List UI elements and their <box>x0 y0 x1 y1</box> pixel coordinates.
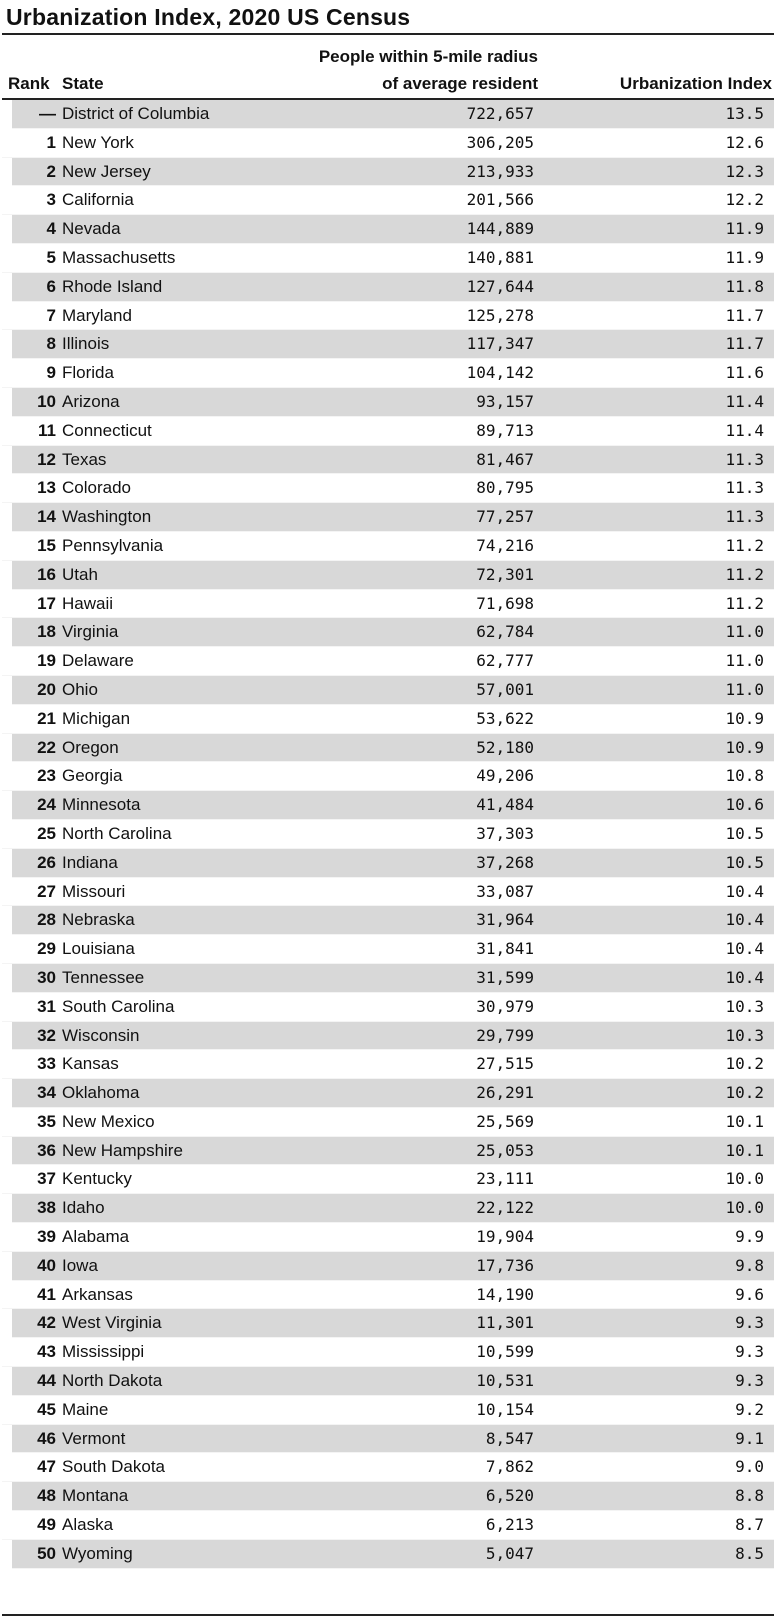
table-row <box>12 158 774 187</box>
state-cell: Alaska <box>62 1515 114 1535</box>
rank-cell: 42 <box>37 1313 56 1333</box>
table-row <box>12 618 774 647</box>
table-row <box>2 762 774 791</box>
table-row <box>2 474 774 503</box>
state-cell: New York <box>62 132 134 152</box>
table-row <box>2 186 774 215</box>
table-row <box>2 705 774 734</box>
people-cell: 213,933 <box>466 161 534 181</box>
table-row <box>2 878 774 907</box>
rank-cell: 21 <box>37 708 56 728</box>
index-cell: 11.4 <box>725 420 764 440</box>
index-cell: 10.4 <box>725 967 764 987</box>
state-cell: Nebraska <box>62 910 135 930</box>
state-cell: Montana <box>62 1486 129 1506</box>
rank-cell: 38 <box>37 1198 56 1218</box>
state-cell: Delaware <box>62 651 134 671</box>
header-people-line1: People within 5-mile radius <box>318 47 538 66</box>
table-row <box>12 964 774 993</box>
state-cell: North Carolina <box>62 823 172 843</box>
index-cell: 9.1 <box>735 1428 764 1448</box>
state-cell: West Virginia <box>62 1313 162 1333</box>
rank-cell: 24 <box>37 795 56 815</box>
rank-cell: 34 <box>37 1083 56 1103</box>
people-cell: 22,122 <box>476 1198 534 1218</box>
header-urbanization-index: Urbanization Index <box>619 74 772 93</box>
rank-cell: 18 <box>37 622 56 642</box>
table-row <box>12 1482 774 1511</box>
rank-cell: 39 <box>37 1227 56 1247</box>
people-cell: 37,303 <box>476 823 534 843</box>
rank-cell: 13 <box>37 478 56 498</box>
index-cell: 10.1 <box>725 1111 764 1131</box>
state-cell: Maine <box>62 1399 109 1419</box>
rank-cell: 11 <box>38 420 56 440</box>
people-cell: 7,862 <box>485 1457 534 1477</box>
index-cell: 10.0 <box>725 1198 764 1218</box>
table-row <box>12 676 774 705</box>
rank-cell: 27 <box>37 881 56 901</box>
index-cell: 13.5 <box>725 104 764 123</box>
state-cell: Rhode Island <box>62 276 163 296</box>
table-row <box>12 1309 774 1338</box>
table-row <box>2 1165 774 1194</box>
index-cell: 11.2 <box>725 564 764 584</box>
rank-cell: 6 <box>46 276 56 296</box>
index-cell: 11.9 <box>725 219 764 239</box>
people-cell: 11,301 <box>476 1313 534 1333</box>
state-cell: Illinois <box>62 334 110 354</box>
state-cell: New Jersey <box>62 161 151 181</box>
table-row <box>12 734 774 763</box>
index-cell: 11.9 <box>725 247 764 267</box>
rank-cell: 16 <box>37 564 56 584</box>
state-cell: Massachusetts <box>62 247 176 267</box>
table-row <box>2 1050 774 1079</box>
header-rank: Rank <box>8 74 50 93</box>
people-cell: 31,599 <box>476 967 534 987</box>
state-cell: Connecticut <box>62 420 152 440</box>
rank-cell: 32 <box>37 1025 56 1045</box>
people-cell: 5,047 <box>485 1543 534 1563</box>
table-row <box>12 330 774 359</box>
index-cell: 11.6 <box>725 363 764 383</box>
people-cell: 6,520 <box>485 1486 534 1506</box>
rank-cell: 1 <box>46 132 56 152</box>
table-row <box>2 935 774 964</box>
index-cell: 10.8 <box>725 766 764 786</box>
index-cell: 8.5 <box>735 1543 764 1563</box>
index-cell: 10.5 <box>725 823 764 843</box>
state-cell: Wisconsin <box>62 1025 140 1045</box>
table-row <box>2 1511 774 1540</box>
rank-cell: 22 <box>37 737 56 757</box>
table-row <box>2 1453 774 1482</box>
index-cell: 11.0 <box>725 651 764 671</box>
people-cell: 53,622 <box>476 708 534 728</box>
people-cell: 62,777 <box>476 651 534 671</box>
table-row <box>2 417 774 446</box>
index-cell: 9.0 <box>735 1457 764 1477</box>
state-cell: Florida <box>62 363 114 383</box>
people-cell: 93,157 <box>476 391 534 411</box>
people-cell: 125,278 <box>466 305 534 325</box>
index-cell: 12.6 <box>725 132 764 152</box>
state-cell: Nevada <box>62 219 121 239</box>
table-row <box>2 590 774 619</box>
index-cell: 10.5 <box>725 852 764 872</box>
people-cell: 80,795 <box>476 478 534 498</box>
state-cell: Arizona <box>62 391 120 411</box>
state-cell: Arkansas <box>62 1284 133 1304</box>
table-row <box>12 1367 774 1396</box>
index-cell: 9.3 <box>735 1313 764 1333</box>
table-row <box>2 993 774 1022</box>
people-cell: 117,347 <box>466 334 534 354</box>
index-cell: 9.3 <box>735 1371 764 1391</box>
table-row <box>2 532 774 561</box>
people-cell: 33,087 <box>476 881 534 901</box>
rank-cell: 36 <box>37 1140 56 1160</box>
table-row <box>12 388 774 417</box>
state-cell: Ohio <box>62 679 98 699</box>
rank-cell: 30 <box>37 967 56 987</box>
rank-cell: 14 <box>37 507 56 527</box>
index-cell: 11.0 <box>725 679 764 699</box>
people-cell: 26,291 <box>476 1083 534 1103</box>
table-row <box>2 1108 774 1137</box>
rank-cell: 28 <box>37 910 56 930</box>
title-divider <box>2 33 774 35</box>
index-cell: 11.3 <box>725 478 764 498</box>
rank-cell: 15 <box>37 535 56 555</box>
people-cell: 104,142 <box>466 363 534 383</box>
state-cell: Kansas <box>62 1054 119 1074</box>
index-cell: 11.2 <box>725 535 764 555</box>
state-cell: Louisiana <box>62 939 135 959</box>
state-cell: District of Columbia <box>62 104 210 123</box>
index-cell: 11.7 <box>725 334 764 354</box>
header-state: State <box>62 74 104 93</box>
state-cell: Michigan <box>62 708 131 728</box>
rank-cell: 31 <box>37 996 56 1016</box>
people-cell: 306,205 <box>466 132 534 152</box>
people-cell: 57,001 <box>476 679 534 699</box>
state-cell: Georgia <box>62 766 123 786</box>
people-cell: 8,547 <box>485 1428 534 1448</box>
state-cell: Texas <box>62 449 107 469</box>
people-cell: 30,979 <box>476 996 534 1016</box>
state-cell: Wyoming <box>62 1543 133 1563</box>
people-cell: 6,213 <box>485 1515 534 1535</box>
state-cell: Idaho <box>62 1198 105 1218</box>
index-cell: 10.9 <box>725 737 764 757</box>
rank-cell: 41 <box>37 1284 56 1304</box>
state-cell: Pennsylvania <box>62 535 164 555</box>
people-cell: 31,964 <box>476 910 534 930</box>
rank-cell: 12 <box>37 449 56 469</box>
rank-cell: 5 <box>46 247 56 267</box>
people-cell: 17,736 <box>476 1255 534 1275</box>
rank-cell: 40 <box>37 1255 56 1275</box>
index-cell: 10.3 <box>725 996 764 1016</box>
state-cell: New Mexico <box>62 1111 155 1131</box>
index-cell: 10.4 <box>725 939 764 959</box>
people-cell: 144,889 <box>466 219 534 239</box>
header-people <box>319 43 538 97</box>
table-row <box>12 1252 774 1281</box>
people-cell: 74,216 <box>476 535 534 555</box>
people-cell: 29,799 <box>476 1025 534 1045</box>
people-cell: 23,111 <box>476 1169 534 1189</box>
state-cell: Alabama <box>62 1227 130 1247</box>
people-cell: 10,599 <box>476 1342 534 1362</box>
rank-cell: 26 <box>37 852 56 872</box>
rank-cell: 43 <box>37 1342 56 1362</box>
state-cell: Oregon <box>62 737 119 757</box>
rank-cell: 20 <box>37 679 56 699</box>
table-row <box>12 446 774 475</box>
index-cell: 10.9 <box>725 708 764 728</box>
rank-cell: 50 <box>37 1543 56 1563</box>
rank-cell: 25 <box>37 823 56 843</box>
index-cell: 11.3 <box>725 507 764 527</box>
state-cell: Mississippi <box>62 1342 145 1362</box>
people-cell: 25,569 <box>476 1111 534 1131</box>
rank-cell: 37 <box>37 1169 56 1189</box>
table-row <box>12 561 774 590</box>
people-cell: 62,784 <box>476 622 534 642</box>
people-cell: 722,657 <box>466 104 534 123</box>
rank-cell: 23 <box>37 766 56 786</box>
index-cell: 10.0 <box>725 1169 764 1189</box>
index-cell: 11.8 <box>725 276 764 296</box>
state-cell: Minnesota <box>62 795 141 815</box>
state-cell: Tennessee <box>62 967 145 987</box>
table-row <box>12 273 774 302</box>
people-cell: 89,713 <box>476 420 534 440</box>
index-cell: 11.2 <box>725 593 764 613</box>
people-cell: 127,644 <box>466 276 534 296</box>
rank-cell: 47 <box>37 1457 56 1477</box>
rank-cell: 44 <box>37 1371 56 1391</box>
state-cell: Missouri <box>62 881 126 901</box>
index-cell: 11.0 <box>725 622 764 642</box>
table-row <box>12 100 774 129</box>
table-row <box>2 1396 774 1425</box>
people-cell: 72,301 <box>476 564 534 584</box>
people-cell: 201,566 <box>466 190 534 210</box>
index-cell: 10.4 <box>725 910 764 930</box>
table-title: Urbanization Index, 2020 US Census <box>6 4 411 30</box>
rank-cell: 9 <box>46 363 56 383</box>
state-cell: North Dakota <box>62 1371 163 1391</box>
table-row <box>12 1540 774 1569</box>
people-cell: 37,268 <box>476 852 534 872</box>
rank-cell: 29 <box>37 939 56 959</box>
table-row <box>12 1194 774 1223</box>
state-cell: Kentucky <box>62 1169 132 1189</box>
table-row <box>2 1281 774 1310</box>
people-cell: 41,484 <box>476 795 534 815</box>
table-row <box>2 302 774 331</box>
index-cell: 11.4 <box>725 391 764 411</box>
index-cell: 10.1 <box>725 1140 764 1160</box>
index-cell: 10.4 <box>725 881 764 901</box>
index-cell: 9.8 <box>735 1255 764 1275</box>
rank-cell: 8 <box>46 334 56 354</box>
state-cell: Indiana <box>62 852 118 872</box>
table-row <box>2 1223 774 1252</box>
table-row <box>2 647 774 676</box>
index-cell: 9.2 <box>735 1399 764 1419</box>
state-cell: Virginia <box>62 622 119 642</box>
state-cell: Colorado <box>62 478 131 498</box>
index-cell: 11.7 <box>725 305 764 325</box>
table-row <box>12 503 774 532</box>
state-cell: Hawaii <box>62 593 114 613</box>
index-cell: 11.3 <box>725 449 764 469</box>
rank-cell: 17 <box>37 593 56 613</box>
index-cell: 8.7 <box>735 1515 764 1535</box>
table-row <box>12 791 774 820</box>
table-row <box>2 820 774 849</box>
people-cell: 27,515 <box>476 1054 534 1074</box>
rank-cell: 48 <box>37 1486 56 1506</box>
index-cell: 10.2 <box>725 1083 764 1103</box>
rank-cell: 2 <box>46 161 56 181</box>
table-row <box>12 1137 774 1166</box>
people-cell: 81,467 <box>476 449 534 469</box>
index-cell: 12.2 <box>725 190 764 210</box>
rank-cell: 35 <box>37 1111 56 1131</box>
table-body <box>2 100 774 1569</box>
people-cell: 14,190 <box>476 1284 534 1304</box>
index-cell: 10.2 <box>725 1054 764 1074</box>
rank-cell: 19 <box>37 651 56 671</box>
people-cell: 10,531 <box>476 1371 534 1391</box>
people-cell: 49,206 <box>476 766 534 786</box>
rank-cell: 10 <box>37 391 56 411</box>
rank-cell: 46 <box>37 1428 56 1448</box>
state-cell: Maryland <box>62 305 132 325</box>
people-cell: 19,904 <box>476 1227 534 1247</box>
index-cell: 8.8 <box>735 1486 764 1506</box>
rank-cell: 7 <box>46 305 56 325</box>
index-cell: 10.6 <box>725 795 764 815</box>
state-cell: South Carolina <box>62 996 175 1016</box>
index-cell: 10.3 <box>725 1025 764 1045</box>
table-row <box>12 849 774 878</box>
people-cell: 25,053 <box>476 1140 534 1160</box>
rank-cell: 49 <box>37 1515 56 1535</box>
rank-cell: — <box>39 104 56 123</box>
table-row <box>12 215 774 244</box>
index-cell: 9.3 <box>735 1342 764 1362</box>
people-cell: 31,841 <box>476 939 534 959</box>
table-row <box>12 1022 774 1051</box>
index-cell: 9.6 <box>735 1284 764 1304</box>
people-cell: 77,257 <box>476 507 534 527</box>
state-cell: Iowa <box>62 1255 98 1275</box>
table-row <box>12 1079 774 1108</box>
people-cell: 10,154 <box>476 1399 534 1419</box>
table-row <box>2 1338 774 1367</box>
table-row <box>2 129 774 158</box>
table-row <box>2 244 774 273</box>
state-cell: New Hampshire <box>62 1140 183 1160</box>
table-bottom-divider <box>2 1614 774 1616</box>
index-cell: 12.3 <box>725 161 764 181</box>
state-cell: Vermont <box>62 1428 126 1448</box>
rank-cell: 45 <box>37 1399 56 1419</box>
state-cell: South Dakota <box>62 1457 166 1477</box>
state-cell: Utah <box>62 564 98 584</box>
rank-cell: 4 <box>46 219 56 239</box>
rank-cell: 33 <box>37 1054 56 1074</box>
state-cell: Oklahoma <box>62 1083 140 1103</box>
rank-cell: 3 <box>46 190 56 210</box>
state-cell: Washington <box>62 507 152 527</box>
people-cell: 52,180 <box>476 737 534 757</box>
table-row <box>12 1425 774 1454</box>
table-row <box>2 359 774 388</box>
index-cell: 9.9 <box>735 1227 764 1247</box>
people-cell: 140,881 <box>466 247 534 267</box>
state-cell: California <box>62 190 134 210</box>
table-row <box>12 906 774 935</box>
header-people-line2: of average resident <box>382 74 538 93</box>
people-cell: 71,698 <box>476 593 534 613</box>
